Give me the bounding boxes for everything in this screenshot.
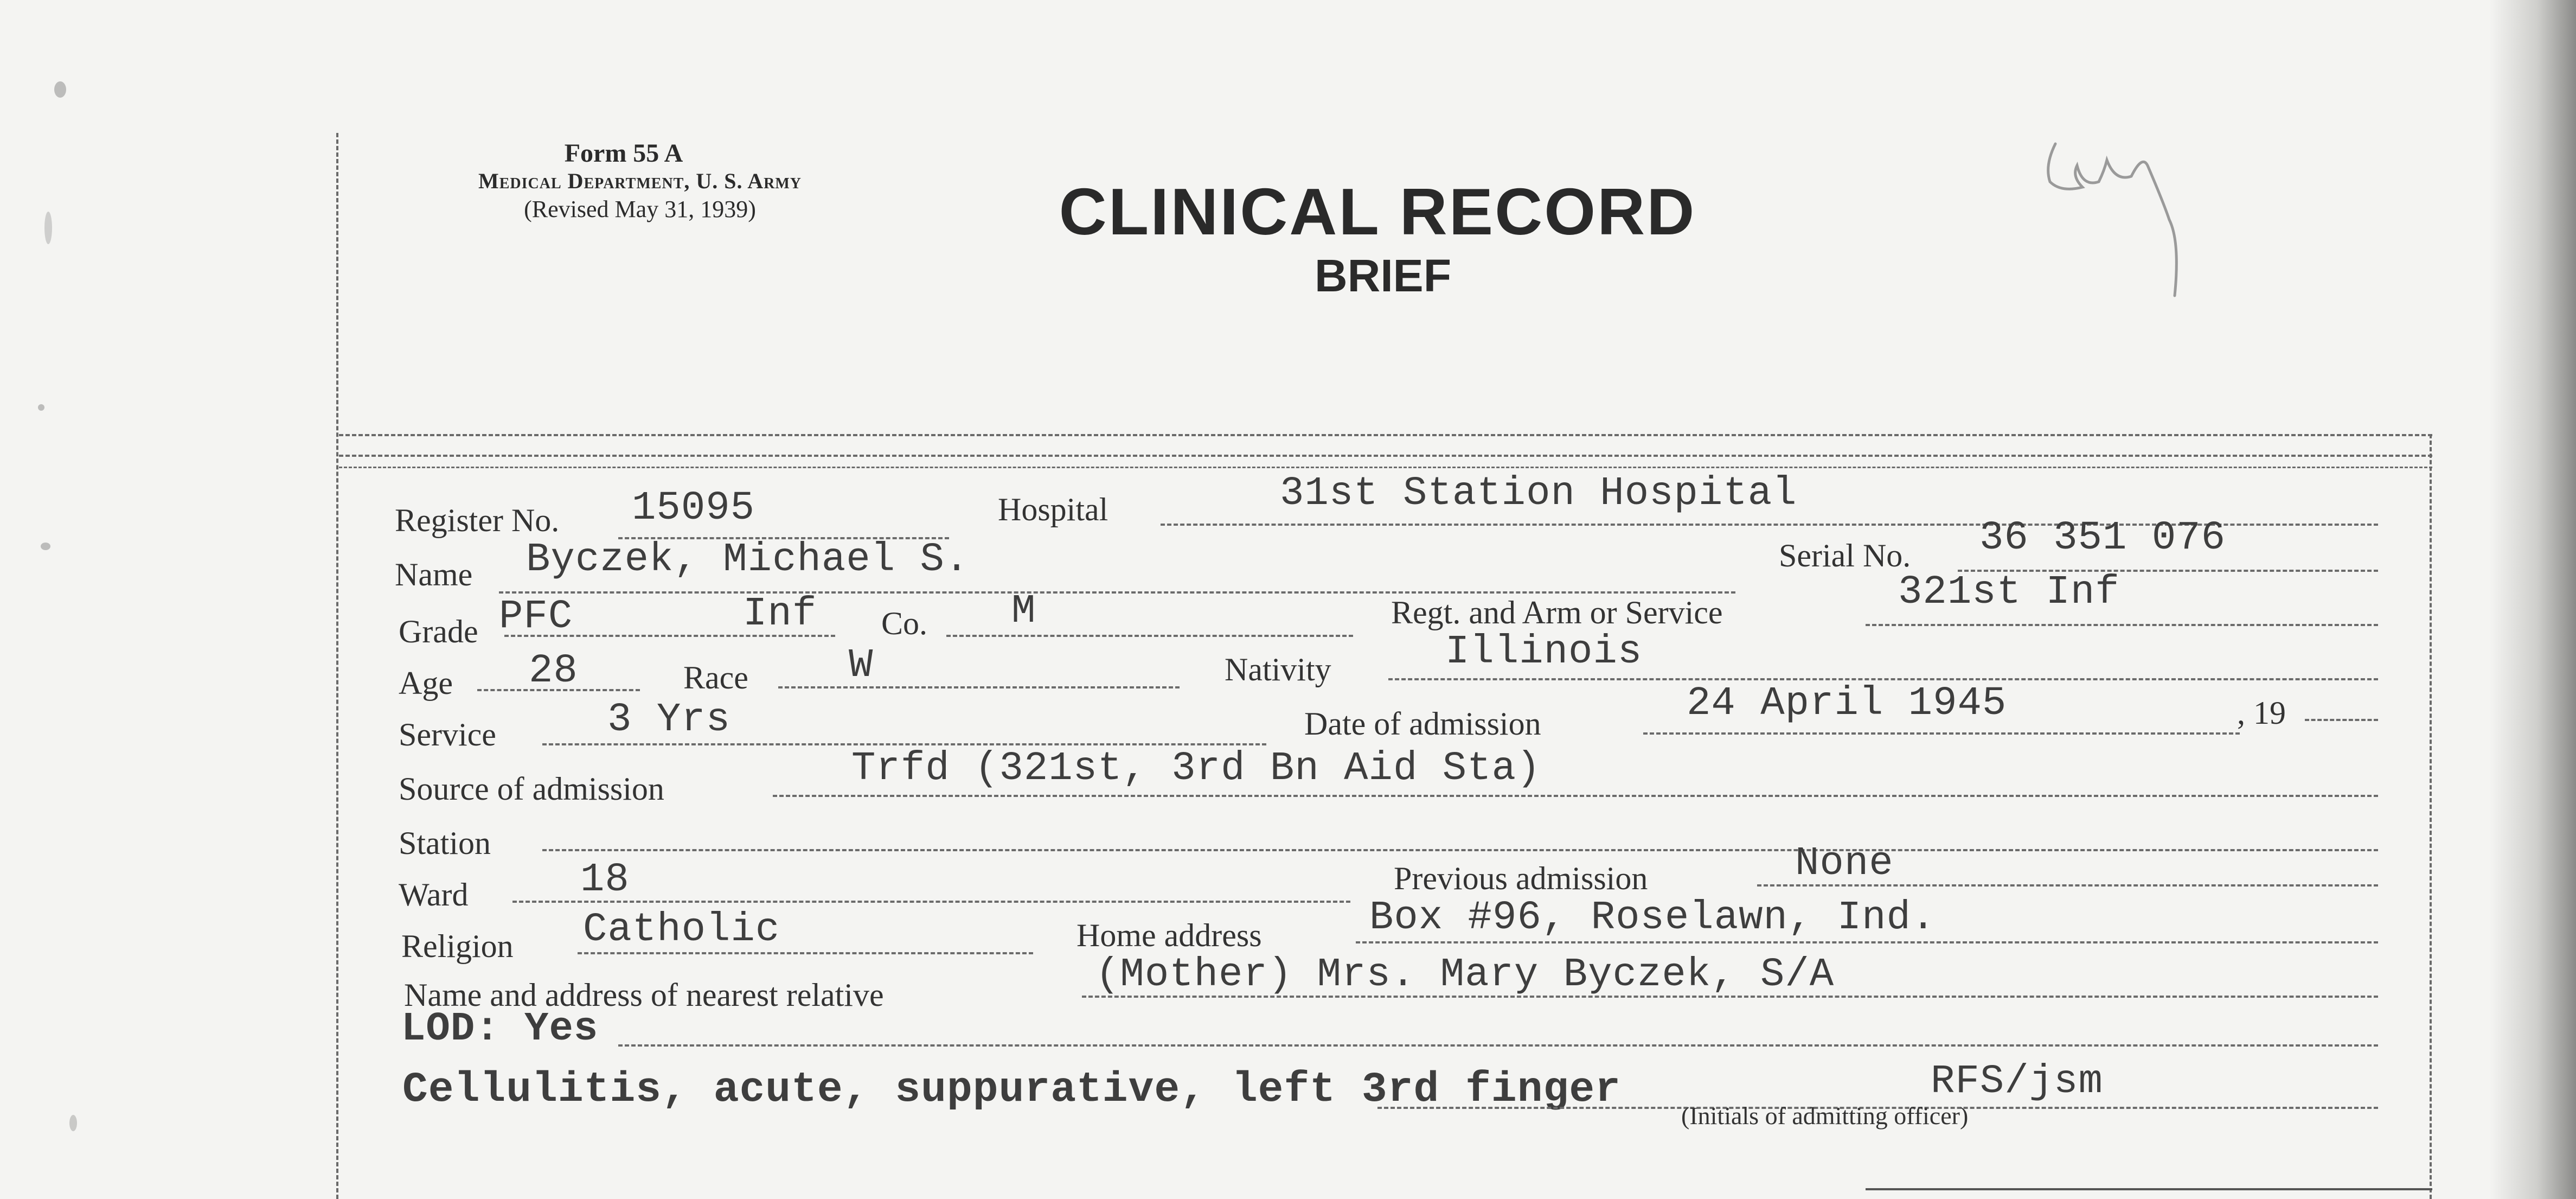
nearest-relative-label: Name and address of nearest relative [404,977,884,1013]
header-separator [339,467,2432,468]
race-value: W [849,643,874,688]
source-of-admission-label: Source of admission [399,771,664,807]
grade-value: PFC [499,594,573,640]
religion-value: Catholic [583,907,780,953]
nativity-label: Nativity [1225,652,1331,687]
age-value: 28 [529,648,578,694]
regt-line [1866,624,2378,626]
home-address-line [1356,941,2378,943]
revision-date: (Revised May 31, 1939) [524,196,756,222]
initials-caption: (Initials of admitting officer) [1681,1102,1969,1130]
ward-line [512,901,1350,903]
date-of-admission-line [1643,732,2240,735]
diagnosis-value: Cellulitis, acute, suppurative, left 3rd finger [402,1066,1621,1114]
home-address-label: Home address [1076,917,1262,953]
department-name: Medical Department, U. S. Army [478,169,802,193]
form-number: Form 55 A [564,139,683,168]
register-no-label: Register No. [395,502,560,538]
service-label: Service [399,717,496,752]
source-of-admission-value: Trfd (321st, 3rd Bn Aid Sta) [851,746,1541,792]
co-line [946,635,1353,637]
ward-label: Ward [399,877,469,913]
form-border-left [336,133,338,1199]
serial-no-value: 36 351 076 [1979,515,2226,561]
regt-label: Regt. and Arm or Service [1391,595,1723,630]
register-no-value: 15095 [632,486,755,531]
station-label: Station [399,825,491,861]
race-line [778,686,1180,688]
name-label: Name [395,557,473,592]
previous-admission-label: Previous admission [1394,860,1648,896]
source-of-admission-line [773,795,2378,797]
initials-value: RFS/jsm [1931,1059,2103,1105]
service-value: 3 Yrs [607,697,731,743]
nativity-value: Illinois [1445,629,1643,675]
record-title: CLINICAL RECORD [1059,175,1696,248]
pencil-scribble [2039,133,2234,307]
paper-speck [41,543,50,550]
lod-value: LOD: Yes [401,1006,599,1052]
service-line [542,743,1266,745]
station-line [542,849,2378,851]
religion-label: Religion [401,928,514,964]
form-border-right [2430,434,2432,1199]
record-subtitle: BRIEF [1315,250,1451,301]
paper-speck [44,212,52,244]
grade-label: Grade [399,614,478,649]
hospital-label: Hospital [998,492,1108,527]
paper-speck [69,1115,77,1131]
name-line [499,591,1735,594]
serial-no-label: Serial No. [1779,538,1911,573]
ward-value: 18 [580,857,630,903]
header-separator [339,455,2432,457]
arm-value: Inf [743,591,817,637]
name-value: Byczek, Michael S. [526,537,970,583]
co-label: Co. [881,605,928,641]
paper-speck [38,404,44,411]
paper-speck [54,81,66,98]
previous-admission-value: None [1795,841,1894,887]
year-line [2305,719,2378,721]
nativity-line [1388,678,2378,680]
page-edge-shadow [2489,0,2576,1199]
race-label: Race [683,660,748,696]
home-address-value: Box #96, Roselawn, Ind. [1369,895,1936,941]
lod-line [618,1044,2378,1047]
date-of-admission-label: Date of admission [1304,706,1541,742]
regt-value: 321st Inf [1898,570,2120,615]
year-prefix-label: , 19 [2237,695,2286,731]
hospital-value: 31st Station Hospital [1280,471,1797,516]
age-label: Age [399,665,453,701]
bottom-rule [1866,1188,2432,1190]
nearest-relative-value: (Mother) Mrs. Mary Byczek, S/A [1095,952,1835,998]
header-separator [339,434,2432,436]
date-of-admission-value: 24 April 1945 [1687,681,2007,726]
co-value: M [1011,589,1036,634]
